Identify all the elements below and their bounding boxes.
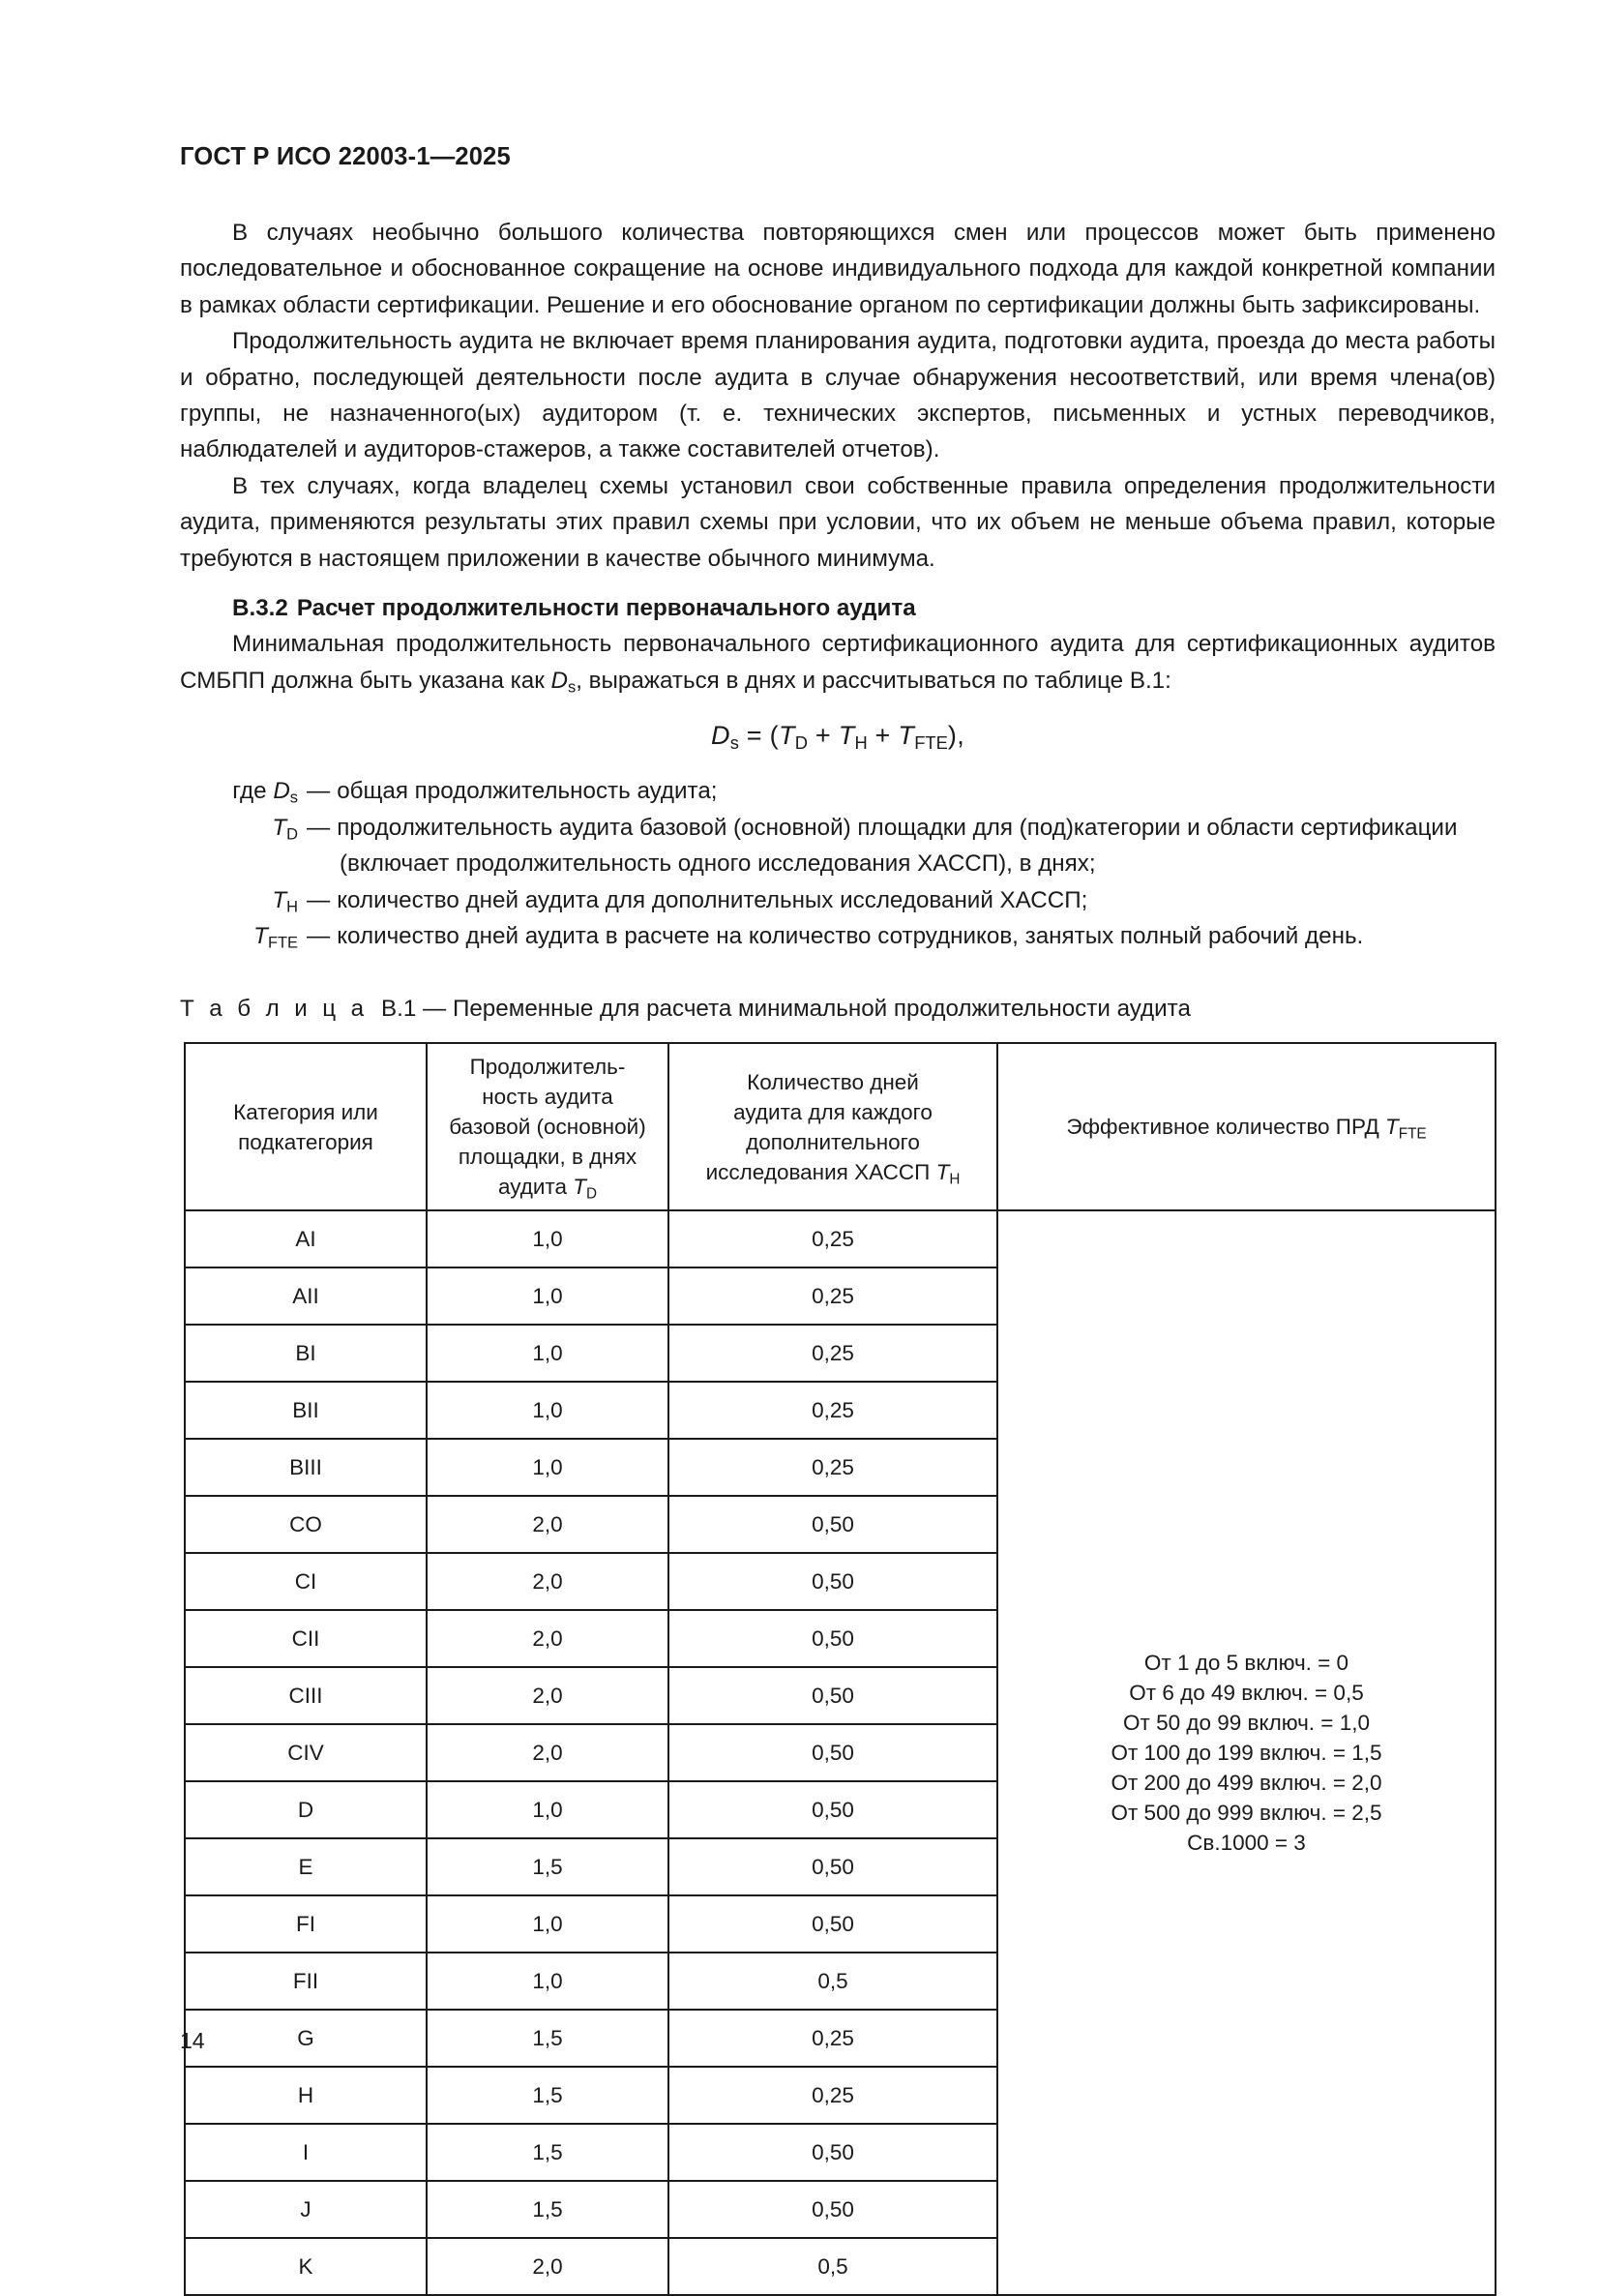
cell-th: 0,50 bbox=[668, 1724, 997, 1781]
column-header-category: Категория или подкатегория bbox=[185, 1043, 427, 1210]
col3-symbol: T bbox=[935, 1159, 950, 1184]
definition-continuation: (включает продолжительность одного исследования ХАССП), в днях; bbox=[340, 850, 1096, 878]
cell-td: 2,0 bbox=[427, 1553, 668, 1610]
column-header-fte bbox=[997, 1043, 1496, 1210]
cell-category: E bbox=[185, 1838, 427, 1895]
formula-t3-sub: FTE bbox=[914, 732, 948, 754]
fte-range-line: От 100 до 199 включ. = 1,5 bbox=[1111, 1741, 1382, 1766]
cell-td: 1,0 bbox=[427, 1895, 668, 1953]
cell-td: 1,0 bbox=[427, 1382, 668, 1439]
def-sym-0: D bbox=[273, 778, 290, 805]
col2-line-5: аудита bbox=[497, 1175, 567, 1200]
formula-lhs-sub: s bbox=[729, 732, 739, 754]
def-sub-2: H bbox=[286, 898, 298, 916]
section-heading bbox=[180, 577, 1496, 626]
cell-category: FI bbox=[185, 1895, 427, 1953]
fte-range-line: От 1 до 5 включ. = 0 bbox=[1143, 1651, 1349, 1676]
col2-line-2: ность аудита bbox=[482, 1085, 613, 1110]
table-head bbox=[185, 1043, 1496, 1210]
definition-dash: — bbox=[307, 886, 331, 913]
definition-item bbox=[180, 810, 1496, 846]
formula-t3: T bbox=[898, 721, 915, 751]
running-head: ГОСТ Р ИСО 22003-1—2025 bbox=[180, 143, 511, 170]
cell-td: 1,5 bbox=[427, 2067, 668, 2124]
cell-td: 1,5 bbox=[427, 2010, 668, 2067]
cell-th: 0,25 bbox=[668, 2067, 997, 2124]
cell-td: 2,0 bbox=[427, 2238, 668, 2295]
cell-category: G bbox=[185, 2010, 427, 2067]
table-header-row bbox=[185, 1043, 1496, 1210]
cell-th: 0,25 bbox=[668, 1267, 997, 1325]
col3-line-3: дополнительного bbox=[746, 1129, 920, 1154]
col3-symbol-sub: H bbox=[949, 1171, 961, 1188]
column-header-th bbox=[668, 1043, 997, 1210]
formula-t2-sub: H bbox=[854, 732, 868, 754]
table-body bbox=[185, 1210, 1496, 2295]
col3-line-1: Количество дней bbox=[747, 1069, 919, 1094]
cell-th: 0,50 bbox=[668, 2124, 997, 2181]
table-caption-label: Т а б л и ц а bbox=[180, 996, 369, 1023]
cell-th: 0,5 bbox=[668, 1953, 997, 2010]
paragraph-3: В тех случаях, когда владелец схемы установил свои собственные правила определения продолжительности аудита, применяются результаты этих правил схемы при условии, что их объем не меньше объема правил, которые требуются в настоящем приложении в качестве обычного минимума. bbox=[180, 472, 1496, 572]
col2-line-4: площадки, в днях bbox=[458, 1145, 637, 1170]
definition-dash: — bbox=[307, 778, 331, 805]
definition-item bbox=[180, 773, 1496, 809]
definition-symbol bbox=[180, 918, 307, 954]
cell-th: 0,5 bbox=[668, 2238, 997, 2295]
cell-fte-ranges bbox=[997, 1210, 1496, 2295]
cell-th: 0,50 bbox=[668, 1496, 997, 1553]
cell-category: J bbox=[185, 2181, 427, 2238]
table-caption-text: Переменные для расчета минимальной продолжительности аудита bbox=[452, 996, 1191, 1023]
col3-line-2: аудита для каждого bbox=[733, 1099, 933, 1124]
fte-range-line: От 500 до 999 включ. = 2,5 bbox=[1111, 1801, 1382, 1826]
fte-range-line: От 200 до 499 включ. = 2,0 bbox=[1111, 1771, 1382, 1796]
definition-dash: — bbox=[307, 922, 331, 949]
cell-th: 0,50 bbox=[668, 1895, 997, 1953]
cell-td: 1,0 bbox=[427, 1439, 668, 1496]
cell-th: 0,25 bbox=[668, 1439, 997, 1496]
col2-line-1: Продолжитель- bbox=[469, 1055, 626, 1080]
cell-category: CII bbox=[185, 1610, 427, 1667]
cell-category: CIV bbox=[185, 1724, 427, 1781]
cell-category: H bbox=[185, 2067, 427, 2124]
col3-line-4: исследования ХАССП bbox=[705, 1159, 931, 1184]
cell-th: 0,50 bbox=[668, 1610, 997, 1667]
cell-td: 2,0 bbox=[427, 1496, 668, 1553]
duration-formula bbox=[180, 699, 1496, 771]
page-content bbox=[180, 215, 1496, 2296]
definition-symbol bbox=[180, 810, 307, 846]
col4-symbol: T bbox=[1384, 1115, 1399, 1140]
cell-th: 0,50 bbox=[668, 1838, 997, 1895]
cell-td: 1,5 bbox=[427, 2181, 668, 2238]
paragraph-2: Продолжительность аудита не включает время планирования аудита, подготовки аудита, проезда до места работы и обратно, последующей деятельности после аудита в случае обнаружения несоответствий, или время члена(ов) группы, не назначенного(ых) аудитором (т. е. технических экспертов, письменных и устных переводчиков, наблюдателей и аудиторов-стажеров, а также составителей отчетов). bbox=[180, 328, 1496, 463]
cell-th: 0,25 bbox=[668, 1325, 997, 1382]
cell-td: 1,0 bbox=[427, 1325, 668, 1382]
cell-td: 1,0 bbox=[427, 1267, 668, 1325]
formula-lhs: D bbox=[710, 721, 730, 751]
table-caption bbox=[180, 954, 1496, 1042]
definition-text: продолжительность аудита базовой (основной) площадки для (под)категории и области сертификации bbox=[337, 814, 1458, 841]
table-row bbox=[185, 1210, 1496, 1267]
cell-category: K bbox=[185, 2238, 427, 2295]
cell-td: 1,0 bbox=[427, 1953, 668, 2010]
col2-symbol: T bbox=[573, 1175, 586, 1200]
cell-category: CO bbox=[185, 1496, 427, 1553]
definition-item bbox=[180, 918, 1496, 954]
cell-category: D bbox=[185, 1781, 427, 1838]
cell-category: CIII bbox=[185, 1667, 427, 1724]
cell-td: 1,5 bbox=[427, 1838, 668, 1895]
cell-td: 2,0 bbox=[427, 1724, 668, 1781]
fte-range-line: Св.1000 = 3 bbox=[1187, 1831, 1306, 1856]
formula-close-paren: ), bbox=[947, 721, 964, 751]
fte-range-line: От 6 до 49 включ. = 0,5 bbox=[1129, 1681, 1364, 1706]
def-sym-3: T bbox=[253, 922, 268, 949]
definition-text: количество дней аудита для дополнительных исследований ХАССП; bbox=[337, 886, 1088, 913]
definition-symbol bbox=[180, 882, 307, 918]
def-sub-1: D bbox=[286, 825, 298, 844]
cell-category: CI bbox=[185, 1553, 427, 1610]
cell-td: 1,5 bbox=[427, 2124, 668, 2181]
formula-equals: = bbox=[738, 721, 770, 751]
cell-td: 1,0 bbox=[427, 1781, 668, 1838]
page-number: 14 bbox=[180, 2028, 205, 2053]
definition-symbol bbox=[180, 773, 307, 809]
cell-th: 0,50 bbox=[668, 2181, 997, 2238]
table-caption-number: В.1 bbox=[380, 996, 417, 1023]
cell-category: AII bbox=[185, 1267, 427, 1325]
cell-th: 0,25 bbox=[668, 1382, 997, 1439]
def-sym-2: T bbox=[272, 886, 287, 913]
formula-open-paren: ( bbox=[769, 721, 779, 751]
col2-symbol-sub: D bbox=[585, 1185, 598, 1203]
section-number: В.3.2 bbox=[232, 595, 288, 622]
section-intro: Минимальная продолжительность первоначального сертификационного аудита для сертификационных аудитов СМБПП должна быть указана как $D_s$, выражаться в днях и рассчитываться по таблице В.1: bbox=[180, 631, 1496, 697]
formula-t1: T bbox=[778, 721, 795, 751]
cell-th: 0,50 bbox=[668, 1667, 997, 1724]
cell-th: 0,50 bbox=[668, 1553, 997, 1610]
table-caption-dash: — bbox=[423, 996, 447, 1023]
cell-category: BI bbox=[185, 1325, 427, 1382]
cell-th: 0,50 bbox=[668, 1781, 997, 1838]
definition-text: общая продолжительность аудита; bbox=[337, 778, 718, 805]
definition-dash: — bbox=[307, 814, 331, 841]
col4-text: Эффективное количество ПРД bbox=[1066, 1115, 1379, 1140]
col4-symbol-sub: FTE bbox=[1398, 1125, 1427, 1143]
cell-category: FII bbox=[185, 1953, 427, 2010]
formula-t1-sub: D bbox=[794, 732, 809, 754]
def-sym-1: T bbox=[272, 814, 287, 841]
cell-td: 1,0 bbox=[427, 1210, 668, 1267]
cell-category: BIII bbox=[185, 1439, 427, 1496]
definitions-lead: где bbox=[232, 778, 267, 805]
fte-range-line: От 50 до 99 включ. = 1,0 bbox=[1123, 1711, 1370, 1736]
definition-item bbox=[180, 882, 1496, 918]
symbol-definitions bbox=[180, 771, 1496, 954]
paragraph-1: В случаях необычно большого количества повторяющихся смен или процессов может быть применено последовательное и обоснованное сокращение на основе индивидуального подхода для каждой конкретной компании в рамках области сертификации. Решение и его обоснование органом по сертификации должны быть зафиксированы. bbox=[180, 220, 1496, 318]
formula-plus-2: + bbox=[867, 721, 899, 751]
definition-text: количество дней аудита в расчете на количество сотрудников, занятых полный рабочий день. bbox=[337, 922, 1364, 949]
audit-duration-table bbox=[184, 1042, 1496, 2296]
cell-td: 2,0 bbox=[427, 1667, 668, 1724]
cell-th: 0,25 bbox=[668, 2010, 997, 2067]
col2-line-3: базовой (основной) bbox=[449, 1115, 646, 1140]
formula-plus-1: + bbox=[808, 721, 839, 751]
cell-category: AI bbox=[185, 1210, 427, 1267]
def-sub-3: FTE bbox=[267, 934, 298, 952]
column-header-td bbox=[427, 1043, 668, 1210]
cell-category: BII bbox=[185, 1382, 427, 1439]
cell-th: 0,25 bbox=[668, 1210, 997, 1267]
formula-t2: T bbox=[838, 721, 855, 751]
cell-category: I bbox=[185, 2124, 427, 2181]
section-title: Расчет продолжительности первоначального аудита bbox=[296, 595, 916, 622]
cell-td: 2,0 bbox=[427, 1610, 668, 1667]
def-sub-0: s bbox=[289, 789, 298, 807]
